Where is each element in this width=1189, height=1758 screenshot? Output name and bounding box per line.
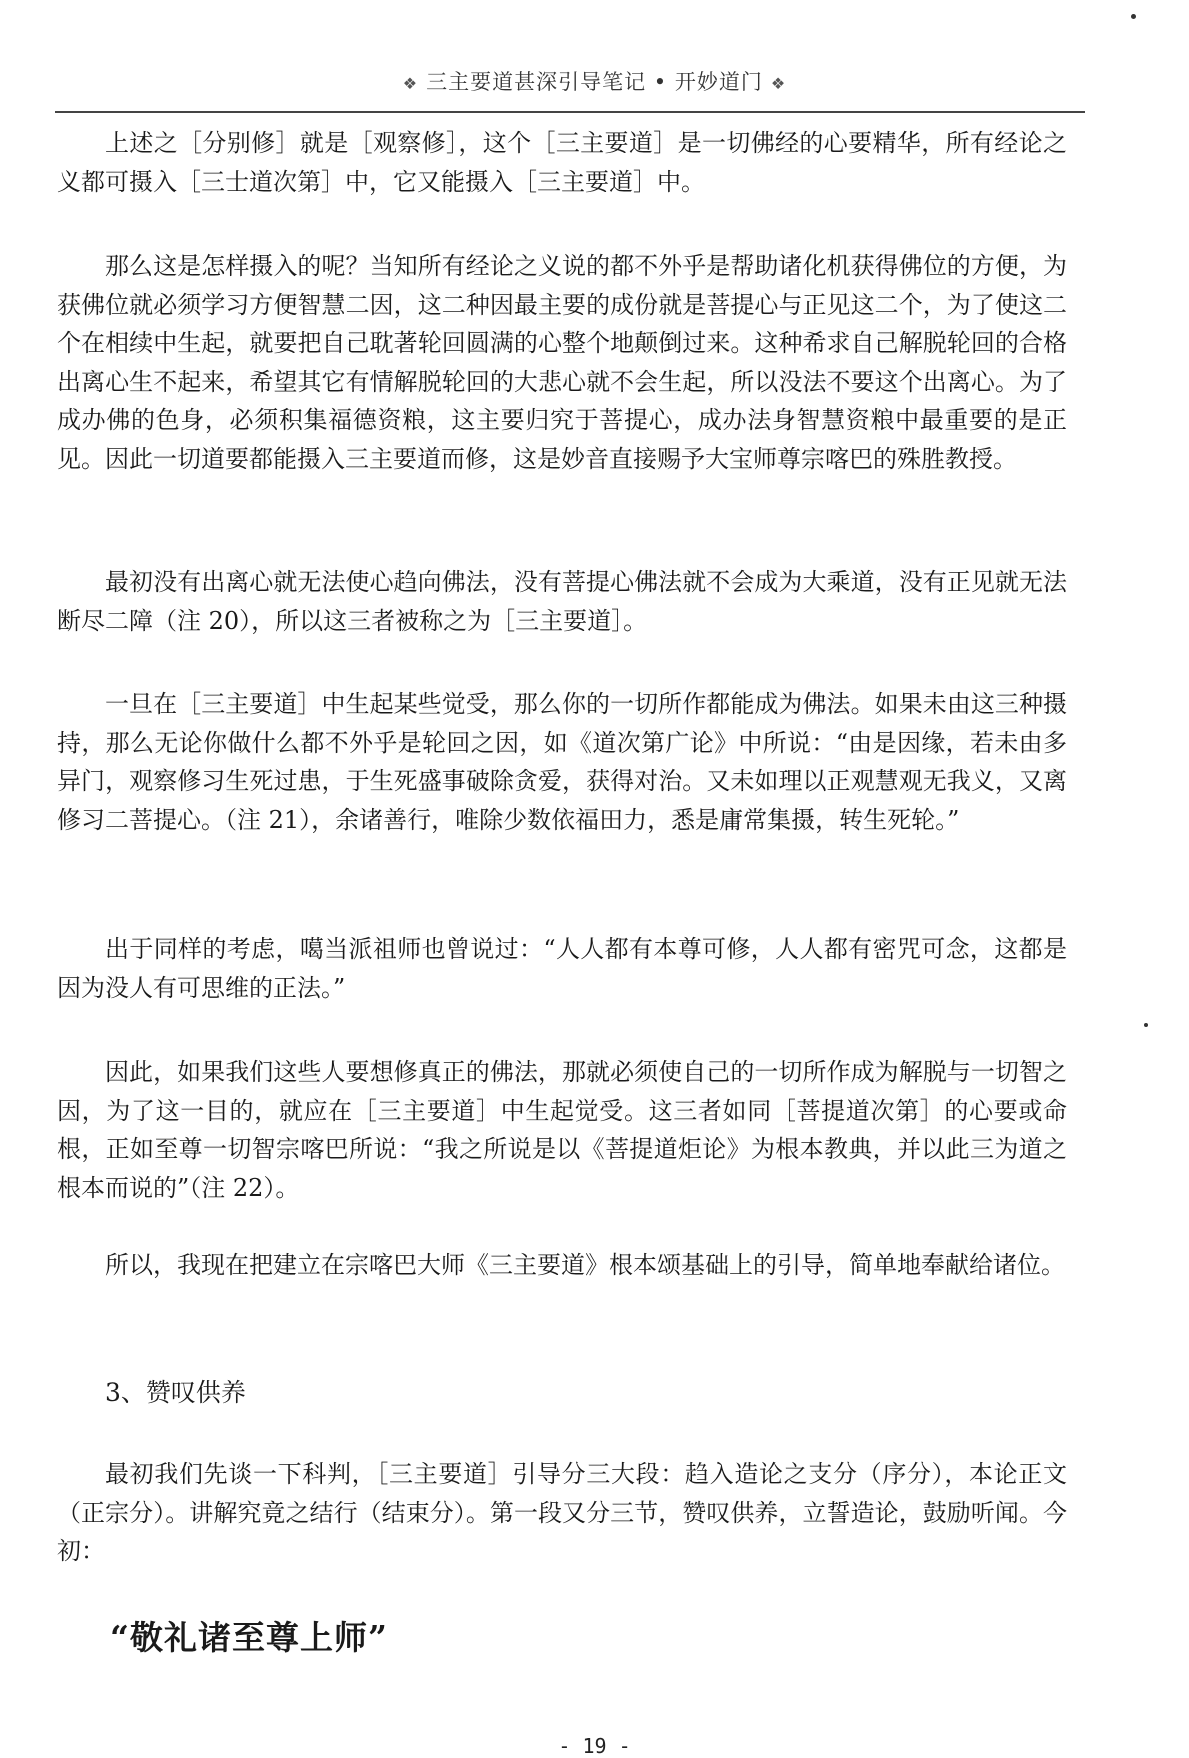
header-rule — [55, 111, 1085, 113]
paragraph: 上述之［分别修］就是［观察修］，这个［三主要道］是一切佛经的心要精华，所有经论之义都可摄入［三士道次第］中，它又能摄入［三主要道］中。 — [57, 129, 1067, 196]
ornament-left-icon: ❖ — [402, 74, 419, 93]
paragraph: 最初没有出离心就无法使心趋向佛法，没有菩提心佛法就不会成为大乘道，没有正见就无法断尽二障（注 20），所以这三者被称之为［三主要道］。 — [57, 568, 1067, 635]
paragraph: 一旦在［三主要道］中生起某些觉受，那么你的一切所作都能成为佛法。如果未由这三种摄持，那么无论你做什么都不外乎是轮回之因，如《道次第广论》中所说：“由是因缘，若未由多异门，观察修习生死过患，于生死盛事破除贪爱，获得对治。又未如理以正观慧观无我义，又离修习二菩提心。（注 21），余诸善行，唯除少数依福田力，悉是庸常集摄，转生死轮。” — [57, 690, 1067, 834]
running-header-title: 三主要道甚深引导笔记 • 开妙道门 — [426, 70, 763, 94]
ornament-right-icon: ❖ — [770, 74, 787, 93]
scan-speck — [1131, 14, 1136, 19]
paragraph: 所以，我现在把建立在宗喀巴大师《三主要道》根本颂基础上的引导，简单地奉献给诸位。 — [105, 1251, 1065, 1279]
paragraph: 出于同样的考虑，噶当派祖师也曾说过：“人人都有本尊可修，人人都有密咒可念，这都是因为没人有可思维的正法。” — [57, 935, 1067, 1002]
section-heading: 3、赞叹供养 — [105, 1378, 246, 1407]
paragraph: 因此，如果我们这些人要想修真正的佛法，那就必须使自己的一切所作成为解脱与一切智之因，为了这一目的，就应在［三主要道］中生起觉受。这三者如同［菩提道次第］的心要或命根，正如至尊一切智宗喀巴所说：“我之所说是以《菩提道炬论》为根本教典，并以此三为道之根本而说的”（注 22）。 — [57, 1058, 1067, 1202]
verse-quote: “敬礼诸至尊上师” — [110, 1618, 388, 1657]
page-number: - 19 - — [558, 1734, 631, 1758]
section-paragraph: 最初我们先谈一下科判，［三主要道］引导分三大段：趋入造论之支分（序分），本论正文（正宗分）。讲解究竟之结行（结束分）。第一段又分三节，赞叹供养，立誓造论，鼓励听闻。今初： — [57, 1460, 1067, 1566]
running-header — [0, 66, 1189, 96]
scan-speck — [1144, 1023, 1148, 1027]
paragraph: 那么这是怎样摄入的呢？当知所有经论之义说的都不外乎是帮助诸化机获得佛位的方便，为获佛位就必须学习方便智慧二因，这二种因最主要的成份就是菩提心与正见这二个，为了使这二个在相续中生起，就要把自己耽著轮回圆满的心整个地颠倒过来。这种希求自己解脱轮回的合格出离心生不起来，希望其它有情解脱轮回的大悲心就不会生起，所以没法不要这个出离心。为了成办佛的色身，必须积集福德资粮，这主要归究于菩提心，成办法身智慧资粮中最重要的是正见。因此一切道要都能摄入三主要道而修，这是妙音直接赐予大宝师尊宗喀巴的殊胜教授。 — [57, 252, 1067, 473]
